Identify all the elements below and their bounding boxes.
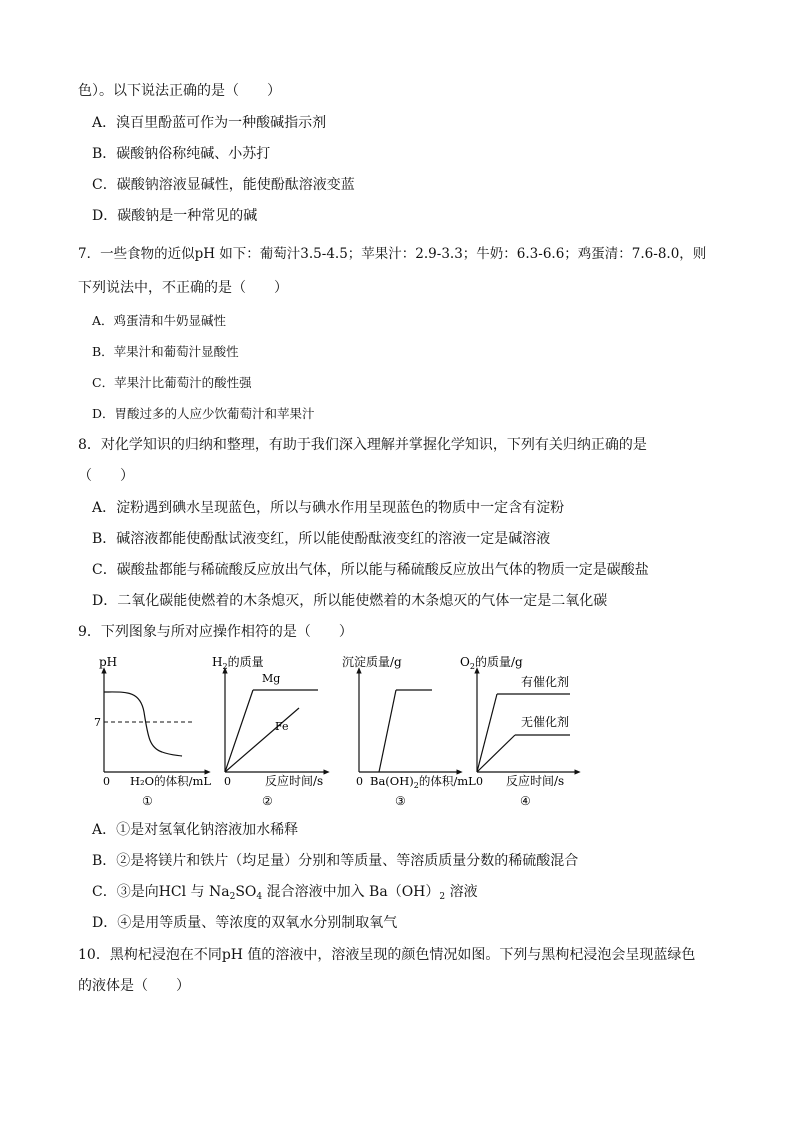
q7-stem-line1: 7．一些食物的近似pH 如下：葡萄汁3.5-4.5；苹果汁：2.9-3.3；牛奶：6.3-6.6；鸡蛋清：7.6-8.0，则 [78,246,707,262]
graph-3-origin: 0 [356,775,363,788]
graph-1-ylabel: pH [99,655,118,669]
graph-1-caption: ① [142,794,153,808]
graph-1-curve [104,692,182,756]
graph-3-xlabel: $Ba(OH)_2$的体积/mL [370,774,476,790]
q8-option-d: D．二氧化碳能使燃着的木条熄灭，所以能使燃着的木条熄灭的气体一定是二氧化碳 [92,593,608,609]
q6-option-b: B．碳酸钠俗称纯碱、小苏打 [92,146,271,162]
q8-option-b: B．碱溶液都能使酚酞试液变红，所以能使酚酞液变红的溶液一定是碱溶液 [92,531,551,547]
q9-stem: 9．下列图象与所对应操作相符的是（ ） [78,624,353,640]
graph-4 [460,654,578,808]
q9-option-b: B．②是将镁片和铁片（均足量）分别和等质量、等溶质质量分数的稀硫酸混合 [92,853,579,869]
q7-option-c: C．苹果汁比葡萄汁的酸性强 [92,375,252,390]
q7-option-a: A．鸡蛋清和牛奶显碱性 [92,313,227,328]
graph-2-caption: ② [262,794,273,808]
graph-4-legend-catalyst: 有催化剂 [521,675,570,689]
graph-2-ylabel: $H_2$的质量 [212,655,264,671]
q8-stem-line2: （ ） [78,468,134,484]
q9-option-d: D．④是用等质量、等浓度的双氧水分别制取氧气 [92,915,398,931]
graph-4-legend-nocatalyst: 无催化剂 [521,715,570,729]
q9-option-a: A．①是对氢氧化钠溶液加水稀释 [92,822,299,838]
graph-1 [94,655,211,808]
q9-figure [0,650,794,820]
graph-2-xlabel: 反应时间/s [265,774,324,788]
q9-option-c: C．③是向HCl 与 $Na_2SO_4$ 混合溶液中加入 $Ba(OH)_2$ 溶液 [92,884,478,902]
graph-1-xlabel: H₂O的体积/mL [130,774,211,788]
q6-stem-continued: 色）。以下说法正确的是（ ） [78,83,281,99]
q8-stem-line1: 8．对化学知识的归纳和整理，有助于我们深入理解并掌握化学知识，下列有关归纳正确的是 [78,437,647,453]
graph-4-nocatalyst-rise [477,735,515,772]
graph-4-ylabel: $O_2$的质量/g [460,655,523,671]
q8-option-a: A．淀粉遇到碘水呈现蓝色，所以与碘水作用呈现蓝色的物质中一定含有淀粉 [92,500,565,516]
q10-stem-line2: 的液体是（ ） [78,978,190,994]
graph-4-origin: 0 [476,775,483,788]
graph-2-origin: 0 [224,775,231,788]
graph-2-legend-mg: Mg [262,672,281,685]
q7-option-d: D．胃酸过多的人应少饮葡萄汁和苹果汁 [92,406,315,421]
q7-stem-line2: 下列说法中，不正确的是（ ） [78,280,288,296]
q8-option-c: C．碳酸盐都能与稀硫酸反应放出气体，所以能与稀硫酸反应放出气体的物质一定是碳酸盐 [92,562,649,578]
q6-option-c: C．碳酸钠溶液显碱性，能使酚酞溶液变蓝 [92,177,355,193]
graph-3-caption: ③ [395,794,406,808]
q10-stem-line1: 10．黑枸杞浸泡在不同pH 值的溶液中，溶液呈现的颜色情况如图。下列与黑枸杞浸泡会呈现蓝绿色 [78,947,696,963]
q7-option-b: B．苹果汁和葡萄汁显酸性 [92,344,239,359]
graph-3-rise [379,690,396,772]
graph-1-origin: 0 [103,775,110,788]
graph-3 [342,654,476,808]
graph-4-catalyst-rise [477,694,497,772]
graph-1-ytick-7: 7 [94,716,101,729]
q6-option-d: D．碳酸钠是一种常见的碱 [92,208,258,224]
graph-3-ylabel: 沉淀质量/g [342,655,402,669]
graph-2-legend-fe: Fe [275,720,289,733]
graph-2 [212,654,327,808]
graph-4-caption: ④ [520,794,531,808]
graph-4-xlabel: 反应时间/s [506,774,565,788]
q6-option-a: A．溴百里酚蓝可作为一种酸碱指示剂 [92,115,327,131]
